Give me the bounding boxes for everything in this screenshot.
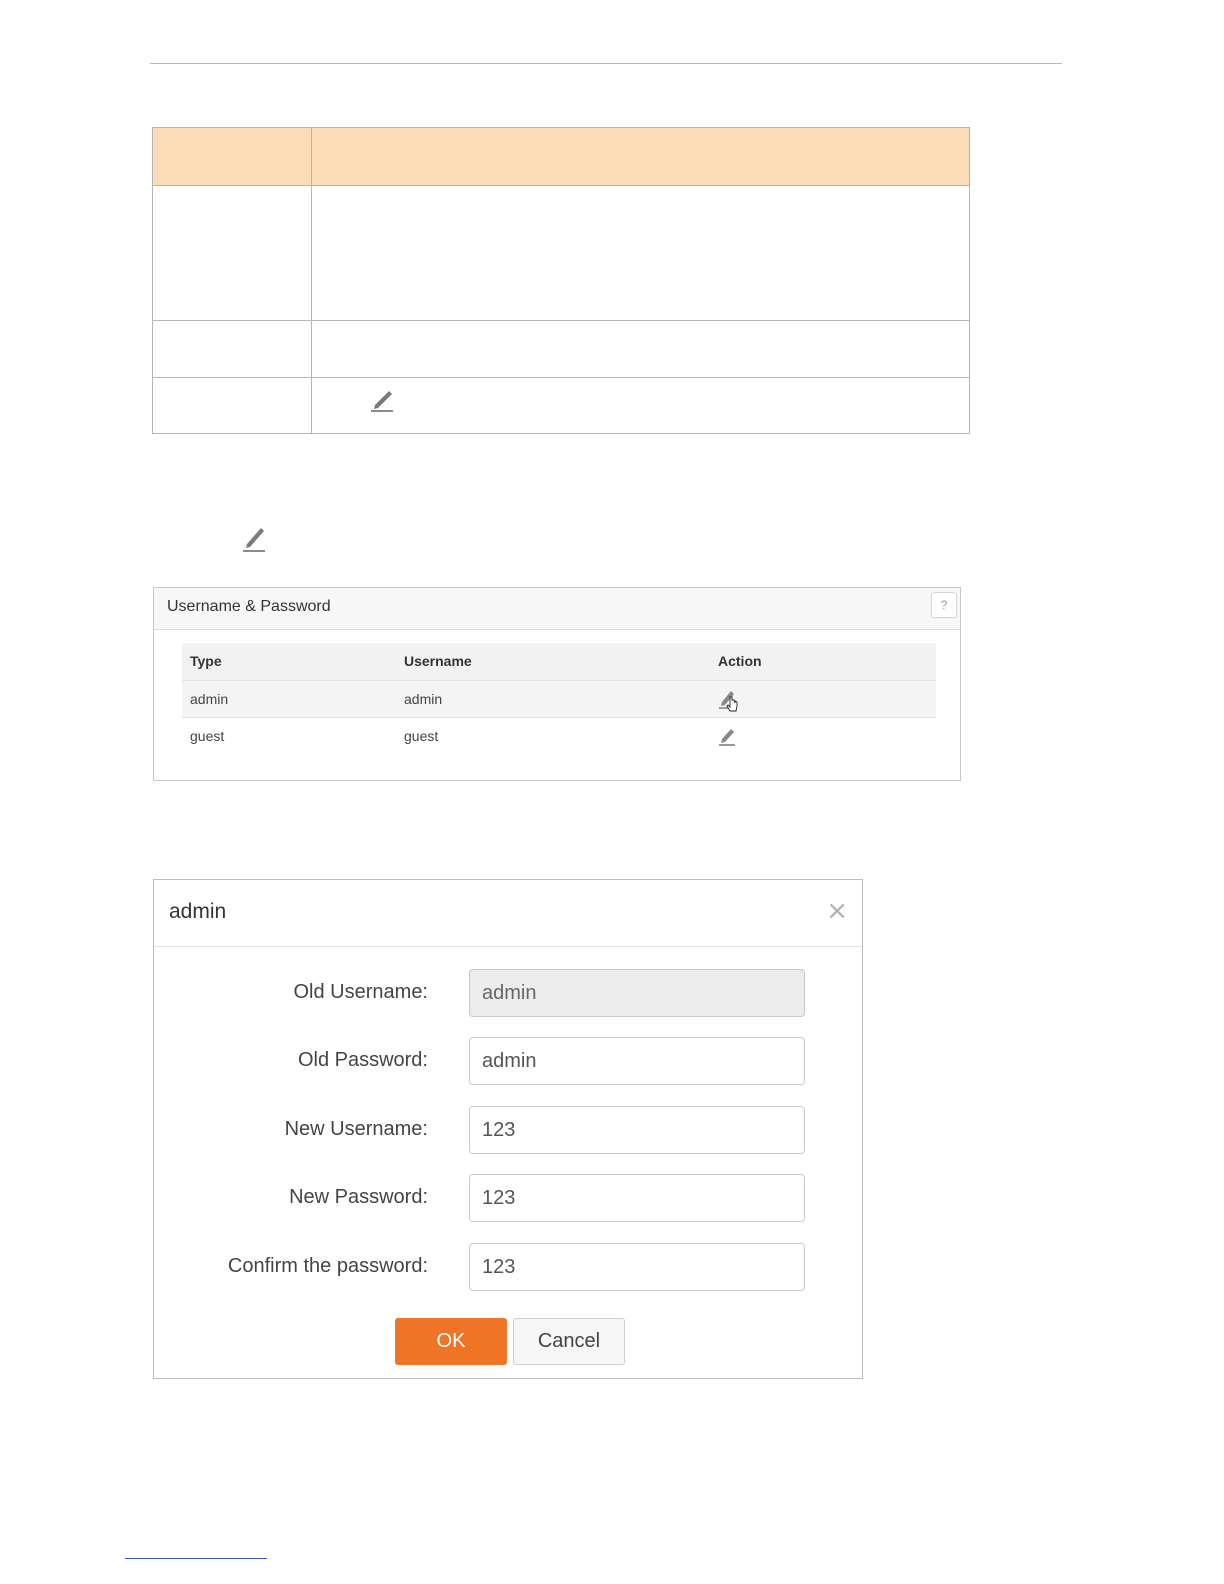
panel-header bbox=[154, 588, 960, 630]
confirm-password-label: Confirm the password: bbox=[227, 1255, 428, 1277]
dialog-title: admin bbox=[169, 900, 227, 923]
parameter-table-header bbox=[153, 128, 969, 186]
old-password-label: Old Password: bbox=[297, 1049, 428, 1071]
pencil-edit-icon bbox=[369, 385, 397, 413]
parameter-table bbox=[152, 127, 970, 434]
new-password-field[interactable] bbox=[469, 1174, 805, 1222]
ok-button[interactable]: OK bbox=[395, 1318, 507, 1365]
confirm-password-field[interactable] bbox=[469, 1243, 805, 1291]
form-row-old-password bbox=[154, 1037, 862, 1085]
row-type: admin bbox=[190, 691, 229, 707]
form-row-confirm-password bbox=[154, 1243, 862, 1291]
help-button[interactable]: ? bbox=[931, 592, 957, 618]
new-username-field[interactable] bbox=[469, 1106, 805, 1154]
footer-link-underline[interactable] bbox=[125, 1558, 267, 1559]
column-header-type: Type bbox=[190, 653, 222, 669]
top-divider bbox=[150, 63, 1062, 64]
panel-title: Username & Password bbox=[167, 598, 331, 615]
row-username: admin bbox=[404, 691, 443, 707]
parameter-table-row-divider bbox=[153, 320, 969, 321]
table-row bbox=[182, 717, 936, 754]
cancel-button[interactable]: Cancel bbox=[513, 1318, 625, 1365]
form-row-new-username bbox=[154, 1106, 862, 1154]
form-row-old-username bbox=[154, 969, 862, 1017]
edit-button[interactable] bbox=[718, 687, 744, 718]
pencil-edit-icon bbox=[718, 687, 744, 715]
column-header-action: Action bbox=[718, 653, 762, 669]
account-table bbox=[182, 643, 936, 754]
row-username: guest bbox=[404, 728, 439, 744]
table-row bbox=[182, 680, 936, 717]
old-username-field bbox=[469, 969, 805, 1017]
old-username-label: Old Username: bbox=[293, 981, 428, 1003]
edit-button[interactable] bbox=[718, 725, 740, 750]
pencil-edit-icon bbox=[718, 725, 740, 747]
pencil-edit-icon bbox=[240, 522, 268, 554]
form-row-new-password bbox=[154, 1174, 862, 1222]
parameter-table-row-divider bbox=[153, 377, 969, 378]
dialog-header bbox=[154, 880, 862, 947]
username-password-panel bbox=[153, 587, 961, 781]
parameter-table-column-divider bbox=[311, 128, 312, 433]
edit-account-dialog bbox=[153, 879, 863, 1379]
row-type: guest bbox=[190, 728, 225, 744]
table-header bbox=[182, 643, 936, 680]
new-username-label: New Username: bbox=[284, 1118, 428, 1140]
column-header-username: Username bbox=[404, 653, 472, 669]
old-password-field[interactable] bbox=[469, 1037, 805, 1085]
close-icon[interactable]: × bbox=[826, 896, 848, 926]
new-password-label: New Password: bbox=[289, 1186, 428, 1208]
